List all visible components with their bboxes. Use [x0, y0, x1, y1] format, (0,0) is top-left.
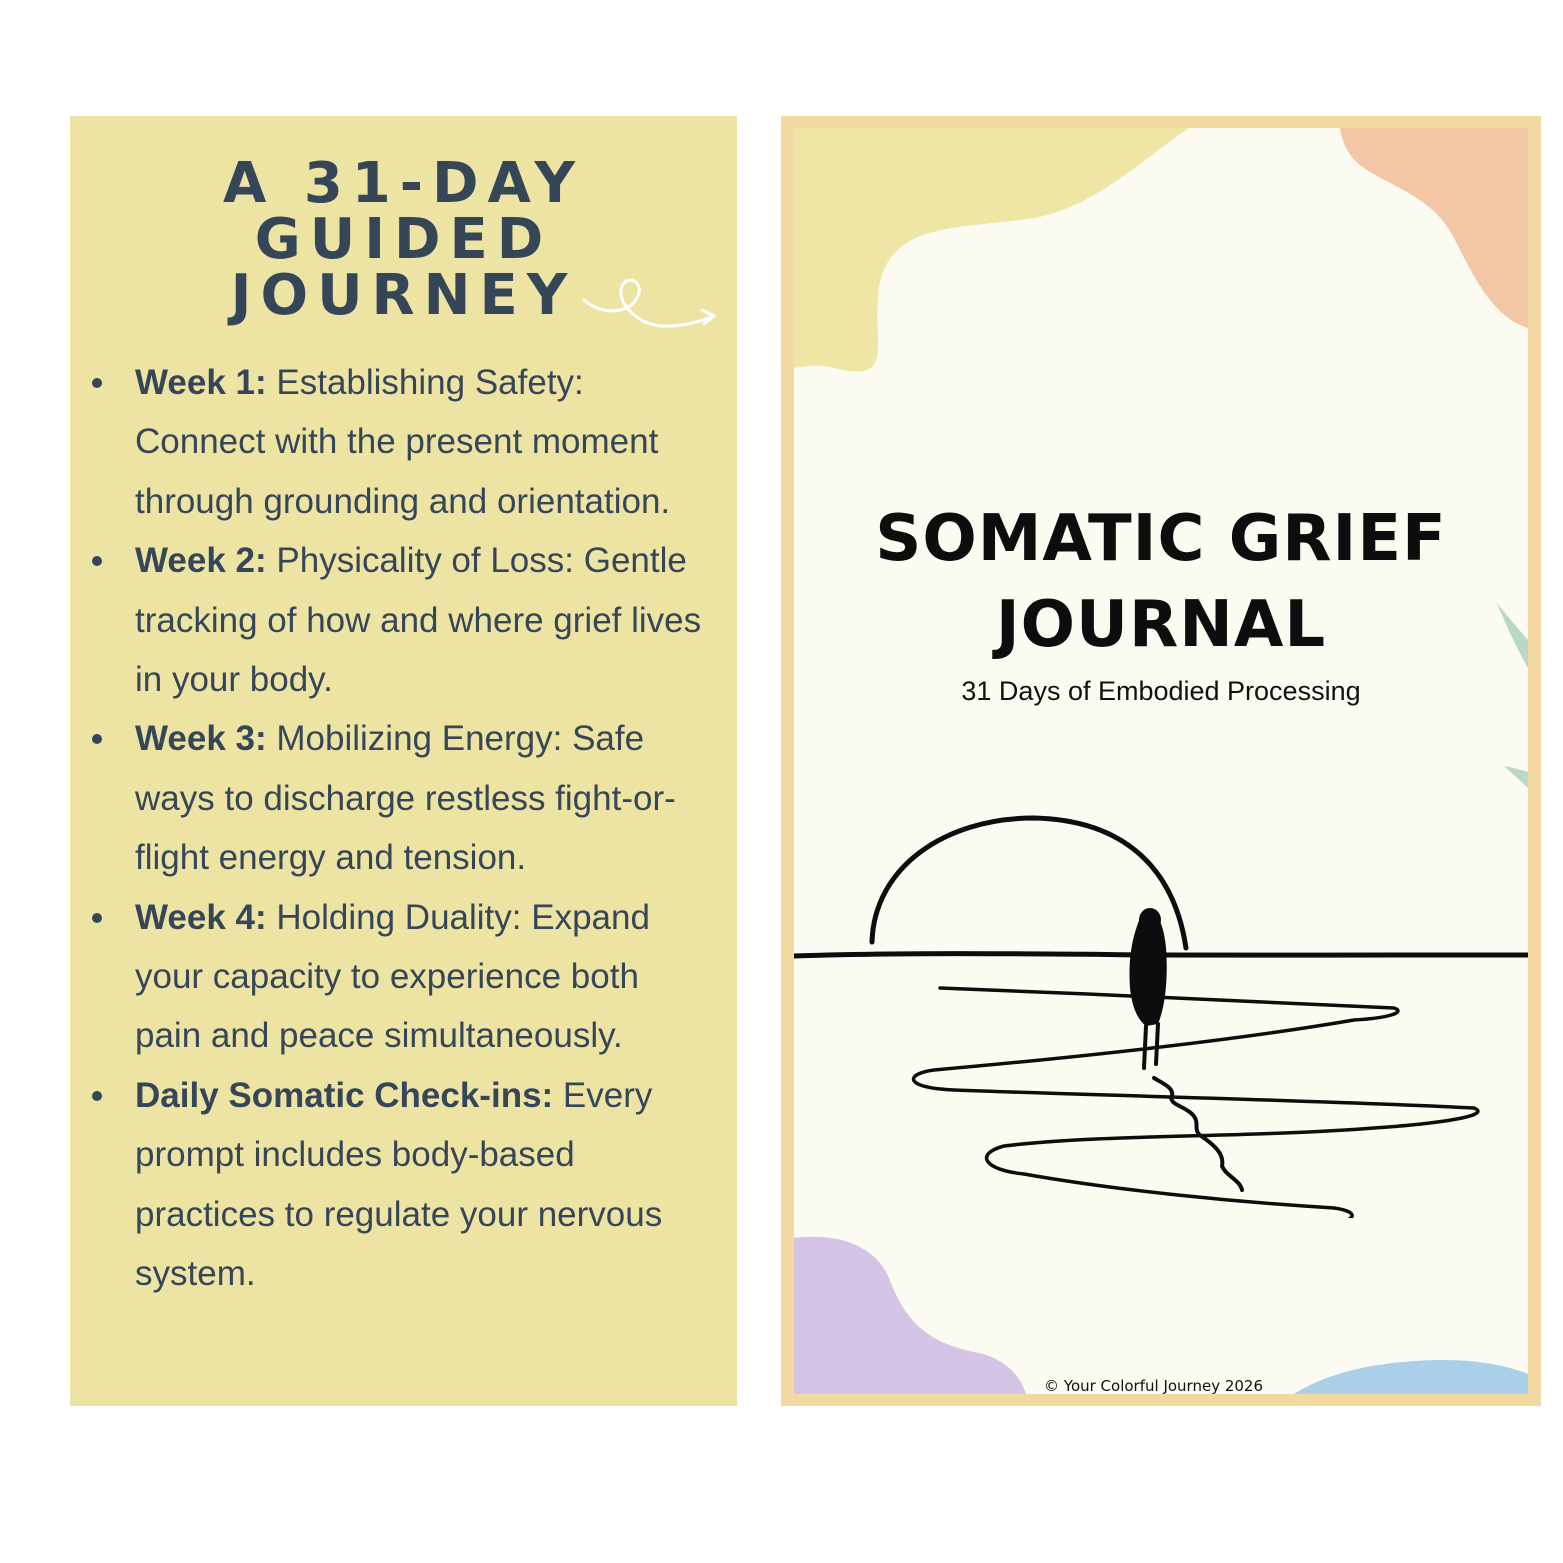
- peach-blob: [1340, 128, 1528, 328]
- list-item: [90, 353, 710, 531]
- list-item: [90, 1066, 710, 1304]
- cover-subtitle: 31 Days of Embodied Processing: [961, 676, 1361, 706]
- cover-title-line2: JOURNAL: [995, 588, 1327, 662]
- leaf-shape: [1504, 766, 1528, 788]
- week-4-description: Holding Duality: Expand your capacity to experience both pain and peace simultaneously.: [135, 897, 650, 1056]
- daily-checkins-description: Every prompt includes body-based practices to regulate your nervous system.: [135, 1075, 663, 1294]
- blue-blob: [1294, 1360, 1528, 1394]
- figure-legs: [1144, 1024, 1158, 1068]
- week-1-description: Establishing Safety: Connect with the present moment through grounding and orientation.: [135, 363, 671, 521]
- bullet-icon: [92, 556, 102, 566]
- week-3-description: Mobilizing Energy: Safe ways to discharge restless fight-or-flight energy and tension.: [135, 719, 676, 878]
- cover-paper: [794, 128, 1528, 1394]
- winding-path: [914, 988, 1478, 1218]
- week-4-label: Week 4:: [135, 897, 267, 937]
- sunset-figure-illustration: [794, 798, 1528, 1218]
- list-item: [90, 888, 710, 1066]
- lavender-blob: [794, 1237, 1026, 1394]
- journey-week-list: [90, 353, 710, 1304]
- week-3-label: Week 3:: [135, 719, 267, 759]
- journal-cover: [781, 116, 1541, 1406]
- cover-title: [794, 496, 1528, 668]
- bullet-icon: [92, 913, 102, 923]
- bullet-icon: [92, 734, 102, 744]
- list-item: [90, 531, 710, 709]
- yellow-blob: [794, 128, 1189, 372]
- cover-title-line1: SOMATIC GRIEF: [875, 502, 1447, 576]
- journey-title-line1: A 31-DAY GUIDED: [222, 151, 585, 272]
- week-1-label: Week 1:: [135, 363, 267, 402]
- bullet-icon: [92, 378, 102, 388]
- figure-head: [1139, 908, 1161, 932]
- bullet-icon: [92, 1091, 102, 1101]
- journey-title-line2: JOURNEY: [230, 263, 577, 328]
- daily-checkins-label: Daily Somatic Check-ins:: [135, 1075, 554, 1115]
- week-2-label: Week 2:: [135, 541, 267, 581]
- cover-copyright: © Your Colorful Journey 2026: [1044, 1377, 1264, 1394]
- journey-overview-panel: [70, 116, 737, 1406]
- swirl-arrow-icon: [582, 274, 717, 338]
- list-item: [90, 709, 710, 887]
- week-2-description: Physicality of Loss: Gentle tracking of how and where grief lives in your body.: [135, 541, 702, 700]
